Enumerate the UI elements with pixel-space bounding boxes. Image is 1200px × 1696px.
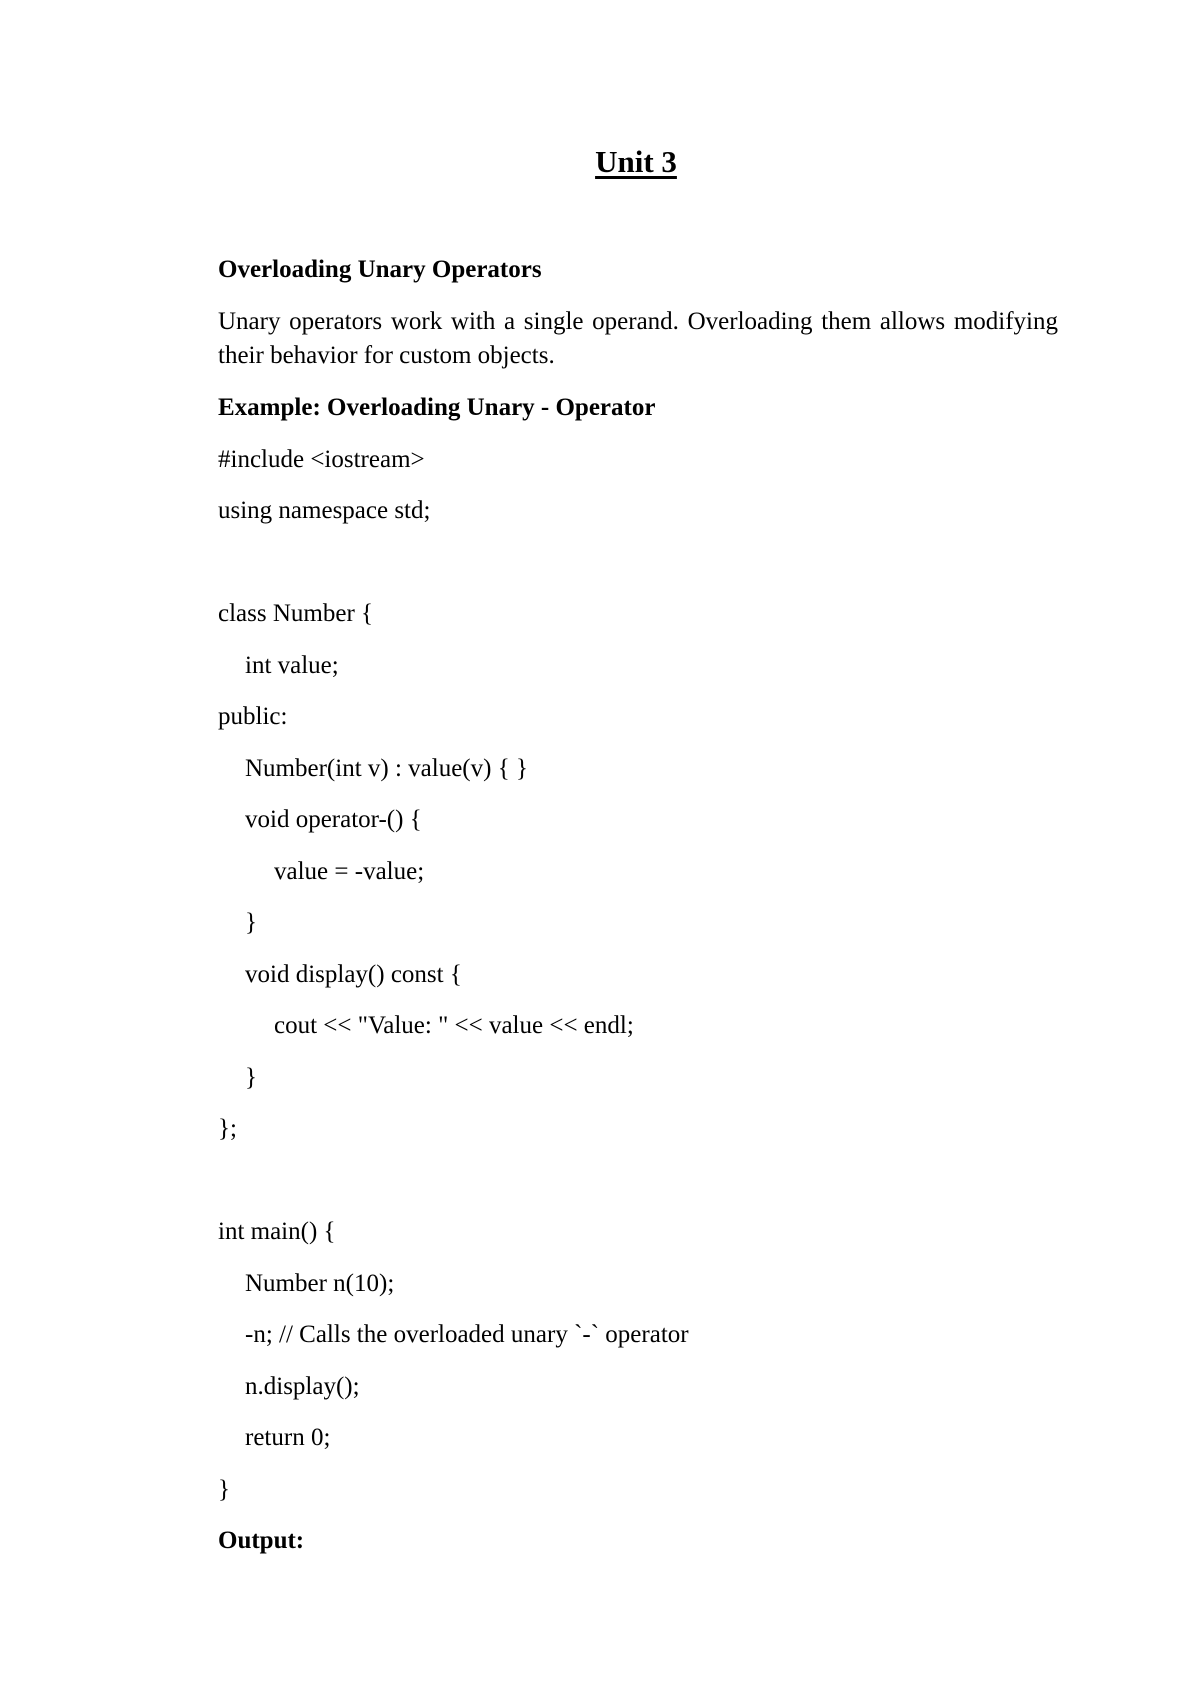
code-line: -n; // Calls the overloaded unary `-` operator [245,1321,689,1348]
section-heading: Overloading Unary Operators [218,256,542,283]
code-line: class Number { [218,600,374,627]
page-title: Unit 3 [595,144,677,179]
code-line: void operator-() { [245,806,422,833]
intro-paragraph: Unary operators work with a single operand. Overloading them allows modifying their behavior for custom objects. [218,308,1058,369]
code-line: Number n(10); [245,1270,395,1297]
code-line: #include <iostream> [218,446,425,473]
code-line: return 0; [245,1424,331,1451]
output-heading: Output: [218,1527,305,1554]
code-line: } [245,1064,257,1091]
code-line: }; [218,1115,237,1142]
code-line: public: [218,703,288,730]
code-line: } [245,909,257,936]
code-line: n.display(); [245,1373,360,1400]
code-line: } [218,1476,230,1503]
example-heading: Example: Overloading Unary - Operator [218,394,656,421]
code-line: Number(int v) : value(v) { } [245,755,528,782]
code-line: using namespace std; [218,497,431,524]
code-line: void display() const { [245,961,462,988]
code-line: value = -value; [274,858,425,885]
code-line: int value; [245,652,339,679]
code-line: int main() { [218,1218,336,1245]
code-line: cout << "Value: " << value << endl; [274,1012,634,1039]
